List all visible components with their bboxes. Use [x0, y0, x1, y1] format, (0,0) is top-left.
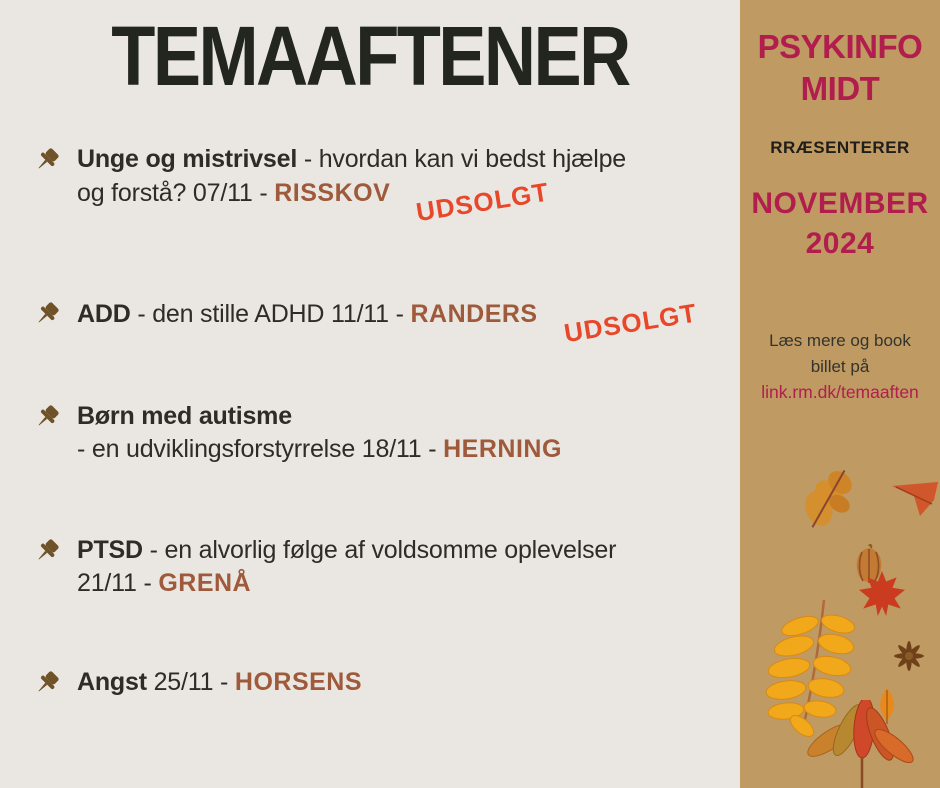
- star-anise-icon: [892, 640, 926, 672]
- pushpin-icon: [25, 663, 67, 705]
- month-label: [740, 184, 940, 264]
- event-item: [25, 666, 725, 705]
- event-text-segment: - en alvorlig følge af voldsomme oplevelser: [142, 536, 617, 564]
- event-item: [25, 534, 725, 600]
- event-text-segment: 25/11 -: [146, 668, 235, 696]
- cta-line1: Læs mere og book: [769, 331, 911, 350]
- event-city: HORSENS: [234, 668, 363, 696]
- page-title: TEMAAFTENER: [111, 9, 629, 103]
- event-city: HERNING: [443, 435, 562, 463]
- event-title: Angst: [77, 668, 147, 696]
- month-line1: NOVEMBER: [751, 187, 929, 220]
- month-line2: 2024: [805, 227, 875, 260]
- event-text-segment: og forstå? 07/11 -: [77, 179, 275, 207]
- soldout-badge: UDSOLGT: [414, 176, 552, 228]
- red-corner-leaf-icon: [890, 480, 940, 518]
- event-item: [25, 297, 725, 349]
- brand-line1: PSYKINFO: [757, 28, 923, 65]
- pushpin-icon: [25, 140, 67, 182]
- pushpin-icon: [25, 531, 67, 573]
- event-title: Unge og mistrivsel: [77, 145, 298, 173]
- booking-link[interactable]: link.rm.dk/temaaften: [761, 382, 919, 402]
- cta-text: [740, 328, 940, 380]
- pushpin-icon: [25, 294, 67, 336]
- oak-leaf-icon: [788, 466, 874, 528]
- sidebar: [740, 0, 940, 788]
- pushpin-icon: [25, 397, 67, 439]
- soldout-badge: UDSOLGT: [561, 297, 699, 349]
- creeper-leaf-icon: [802, 700, 922, 788]
- presents-label: RRÆSENTERER: [770, 138, 910, 157]
- event-text-segment: - en udviklingsforstyrrelse 18/11 -: [77, 435, 444, 463]
- event-city: RANDERS: [410, 300, 538, 328]
- event-text-segment: - hvordan kan vi bedst hjælpe: [297, 145, 626, 173]
- brand-line2: MIDT: [800, 70, 880, 107]
- event-city: GRENÅ: [158, 569, 252, 597]
- cta-line2: billet på: [810, 357, 870, 376]
- event-text-segment: - den stille ADHD 11/11 -: [130, 300, 411, 328]
- event-title: ADD: [77, 300, 131, 328]
- event-item: [25, 143, 725, 228]
- event-title: Børn med autisme: [77, 402, 292, 430]
- event-title: PTSD: [77, 536, 143, 564]
- event-city: RISSKOV: [274, 179, 391, 207]
- event-text-segment: 21/11 -: [77, 569, 159, 597]
- brand-name: [740, 26, 940, 110]
- event-item: [25, 400, 725, 466]
